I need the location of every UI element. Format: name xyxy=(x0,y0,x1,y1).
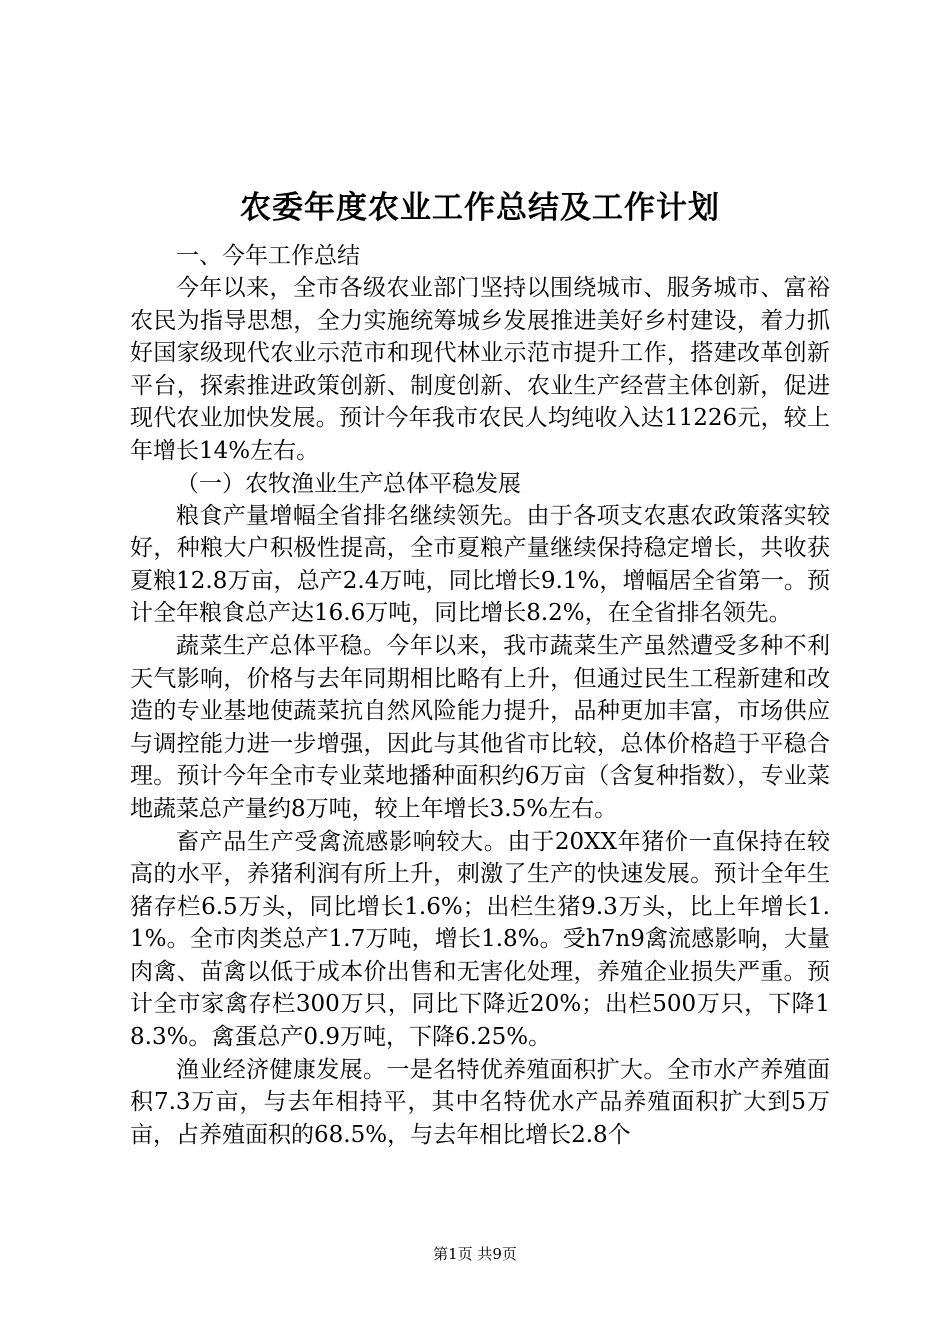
section-heading: 一、今年工作总结 xyxy=(176,243,360,269)
document-title: 农委年度农业工作总结及工作计划 xyxy=(240,190,720,226)
page-footer: 第1页 共9页 xyxy=(433,1245,517,1263)
paragraph-vegetables: 蔬菜生产总体平稳。今年以来，我市蔬菜生产虽然遭受多种不利天气影响，价格与去年同期相比略有上升，但通过民生工程新建和改造的专业基地使蔬菜抗自然风险能力提升，品种更加丰富，市场供应与调控能力进一步增强，因此与其他省市比较，总体价格趋于平稳合理。预计今年全市专业菜地播种面积约6万亩（含复种指数），专业菜地蔬菜总产量约8万吨，较上年增长3.5%左右。 xyxy=(130,632,830,822)
paragraph-livestock: 畜产品生产受禽流感影响较大。由于20XX年猪价一直保持在较高的水平，养猪利润有所上升，刺激了生产的快速发展。预计全年生猪存栏6.5万头，同比增长1.6%；出栏生猪9.3万头，比上年增长1.1%。全市肉类总产1.7万吨，增长1.8%。受h7n9禽流感影响，大量肉禽、苗禽以低于成本价出售和无害化处理，养殖企业损失严重。预计全市家禽存栏300万只，同比下降近20%；出栏500万只，下降18.3%。禽蛋总产0.9万吨，下降6.25%。 xyxy=(130,828,830,1051)
paragraph-grain: 粮食产量增幅全省排名继续领先。由于各项支农惠农政策落实较好，种粮大户积极性提高，全市夏粮产量继续保持稳定增长，共收获夏粮12.8万亩，总产2.4万吨，同比增长9.1%，增幅居全省第一。预计全年粮食总产达16.6万吨，同比增长8.2%，在全省排名领先。 xyxy=(130,502,830,627)
document-page xyxy=(130,182,830,1151)
intro-paragraph: 今年以来，全市各级农业部门坚持以围绕城市、服务城市、富裕农民为指导思想，全力实施统筹城乡发展推进美好乡村建设，着力抓好国家级现代农业示范市和现代林业示范市提升工作，搭建改革创新平台，探索推进政策创新、制度创新、农业生产经营主体创新，促进现代农业加快发展。预计今年我市农民人均纯收入达11226元，较上年增长14%左右。 xyxy=(130,275,830,464)
paragraph-fishery: 渔业经济健康发展。一是名特优养殖面积扩大。全市水产养殖面积7.3万亩，与去年相持平，其中名特优水产品养殖面积扩大到5万亩，占养殖面积的68.5%，与去年相比增长2.8个 xyxy=(130,1056,830,1148)
subsection-heading: （一）农牧渔业生产总体平稳发展 xyxy=(176,470,521,497)
